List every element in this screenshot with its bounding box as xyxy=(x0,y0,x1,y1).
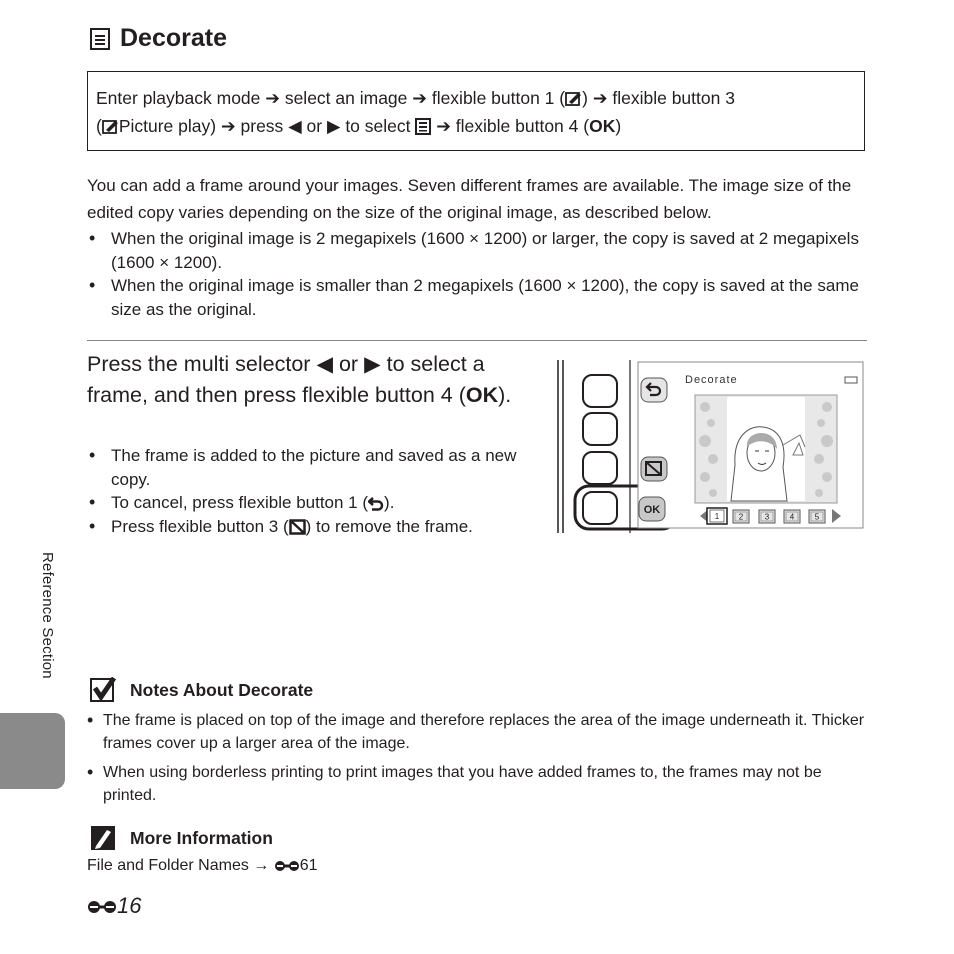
list-item: • When the original image is smaller than 2 megapixels (1600 × 1200), the copy is saved at the same size as the original. xyxy=(87,274,867,321)
svg-text:2: 2 xyxy=(738,512,744,522)
triangle-right-icon: ▶ xyxy=(364,352,381,376)
procedure-line-1: Enter playback mode ➔ select an image ➔ flexible button 1 ( ) ➔ flexible button 3 xyxy=(96,88,735,108)
more-info-heading: More Information xyxy=(90,825,273,851)
picture-play-icon xyxy=(102,118,119,135)
list-item: • When the original image is 2 megapixels (1600 × 1200) or larger, the copy is saved at 2 megapixels (1600 × 1200). xyxy=(87,227,867,274)
frame-thumbnail-2[interactable] xyxy=(733,510,749,523)
camera-screen-illustration xyxy=(555,355,867,537)
flexible-button-2[interactable] xyxy=(583,413,617,445)
back-arrow-icon xyxy=(368,496,384,511)
page-title-text: Decorate xyxy=(120,24,227,52)
list-item: • Press flexible button 3 ( ) to remove the frame. xyxy=(87,515,537,539)
screen-label: Decorate xyxy=(685,374,738,386)
svg-text:1: 1 xyxy=(714,512,720,521)
decorate-icon xyxy=(90,28,110,50)
list-item: • The frame is placed on top of the image and therefore replaces the area of the image underneath it. Thicker frames cover up a larger area of the image. xyxy=(87,709,877,755)
frame-thumbnail-3[interactable] xyxy=(759,510,775,523)
screen-remove-frame-icon xyxy=(641,457,667,481)
list-item: • When using borderless printing to print images that you have added frames to, the frames may not be printed. xyxy=(87,761,877,807)
svg-text:4: 4 xyxy=(789,512,795,522)
pencil-note-icon xyxy=(90,825,116,851)
section-divider xyxy=(87,340,867,341)
triangle-left-icon: ◀ xyxy=(288,116,302,136)
notes-list xyxy=(87,709,877,813)
svg-text:3: 3 xyxy=(764,512,770,522)
svg-text:5: 5 xyxy=(814,512,820,522)
intro-paragraph: You can add a frame around your images. Seven different frames are available. The image size of the edited copy varies depending on the size of the original image, as described below. xyxy=(87,176,852,222)
framed-photo xyxy=(695,395,837,503)
step-bullet-list xyxy=(87,444,537,538)
section-tab xyxy=(0,713,65,789)
arrow-right-icon: → xyxy=(253,857,270,874)
section-side-label: Reference Section xyxy=(39,552,56,679)
size-bullet-list xyxy=(87,227,867,321)
arrow-right-icon: ➔ xyxy=(265,88,280,108)
arrow-right-icon: ➔ xyxy=(436,116,451,136)
checkmark-note-icon xyxy=(90,677,116,703)
page-title xyxy=(90,24,227,53)
remove-frame-icon xyxy=(289,519,306,535)
step-title: Press the multi selector ◀ or ▶ to select a frame, and then press flexible button 4 (OK). xyxy=(87,352,512,407)
triangle-left-icon: ◀ xyxy=(316,352,333,376)
list-item: • The frame is added to the picture and saved as a new copy. xyxy=(87,444,537,491)
flexible-button-1[interactable] xyxy=(583,375,617,407)
notes-heading: Notes About Decorate xyxy=(90,677,313,703)
decorate-icon xyxy=(415,118,431,135)
reference-section-icon xyxy=(87,899,117,915)
frame-thumbnail-4[interactable] xyxy=(784,510,800,523)
file-reference[interactable]: File and Folder Names → 61 xyxy=(87,857,318,874)
flexible-button-4[interactable] xyxy=(583,492,617,524)
list-item: • To cancel, press flexible button 1 ( ). xyxy=(87,491,537,515)
svg-text:OK: OK xyxy=(643,504,661,516)
arrow-right-icon: ➔ xyxy=(220,116,236,136)
frame-thumbnail-1[interactable] xyxy=(707,508,727,524)
triangle-right-icon: ▶ xyxy=(326,116,341,136)
reference-section-icon xyxy=(274,859,300,873)
screen-ok-button xyxy=(639,497,665,521)
procedure-line-2: ( Picture play) ➔ press ◀ or ▶ to select ➔ flexible button 4 (OK) xyxy=(96,116,622,136)
procedure-box xyxy=(87,71,865,151)
arrow-right-icon: ➔ xyxy=(592,88,608,108)
frame-thumbnail-5[interactable] xyxy=(809,510,825,523)
screen-back-icon xyxy=(641,378,667,402)
flexible-button-3[interactable] xyxy=(583,452,617,484)
picture-play-icon xyxy=(565,90,582,107)
arrow-right-icon: ➔ xyxy=(412,88,427,108)
page-number: 16 xyxy=(87,893,141,919)
